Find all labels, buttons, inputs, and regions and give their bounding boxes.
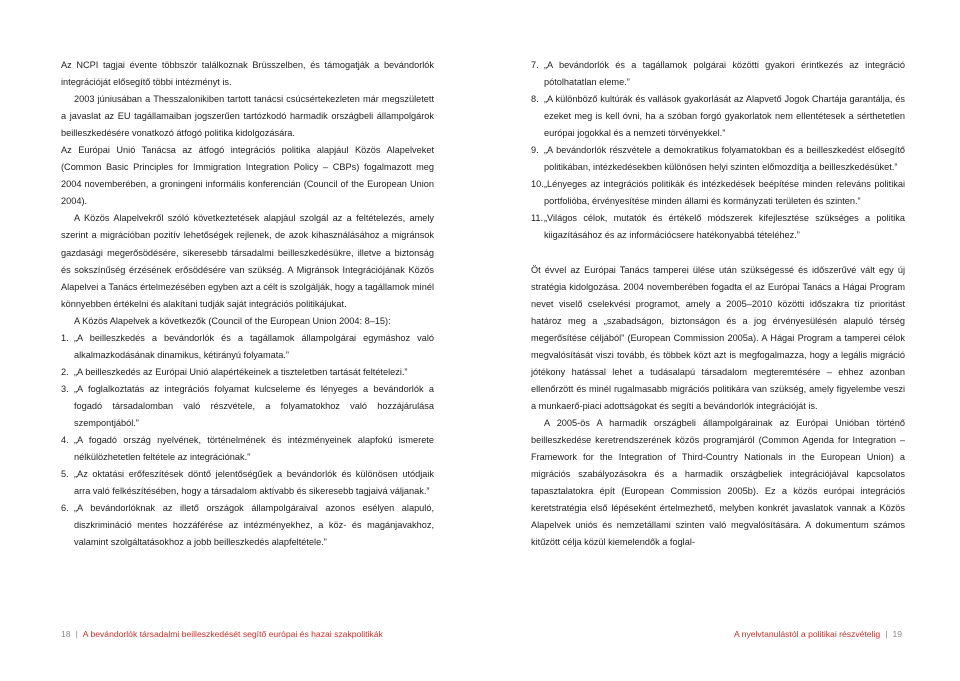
list-item-text: „A bevándorlók részvétele a demokratikus folyamatokban és a beilleszkedést elősegítő politikában, intézkedésekben különösen helyi szinten előmozdítja a beilleszkedésüket.” xyxy=(544,145,905,173)
principles-list-right xyxy=(531,57,905,245)
paragraph: A Közös Alapelvek a következők (Council of the European Union 2004: 8–15): xyxy=(74,315,391,326)
paragraph: A Közös Alapelvekről szóló következtetések alapjául szolgál az a feltételezés, amely szerint a migrációban pozitív lehetőségek rejlenek, de azok kihasználásához a migránsok gazdasági megerősödésére, sikeresebb társadalmi beilleszkedésükre, illetve a biztonság és sokszínűség érzésének erősödésére van szükség. A Migránsok Integrációjának Közös Alapelvei a Tanács értelmezésében egyben azt a célt is szolgálják, hogy a tagállamok minél könnyebben értékelni és alakítani tudják saját integrációs politikájukat. xyxy=(61,213,434,309)
list-item xyxy=(531,176,905,210)
running-title: A bevándorlók társadalmi beilleszkedését segítő európai és hazai szakpolitikák xyxy=(82,629,383,639)
list-item-text: „Az oktatási erőfeszítések döntő jelentőségűek a bevándorlók és különösen utódjaik arra való felkészítésében, hogy a társadalom aktívabb és sikeresebb tagjaivá váljanak.” xyxy=(74,469,434,497)
list-item xyxy=(531,91,905,142)
list-item-text: „Lényeges az integrációs politikák és intézkedések beépítése minden releváns politikai portfolióba, érvényesítése minden állami és kormányzati területen és szinten.” xyxy=(544,179,905,207)
list-item-number: 1. xyxy=(61,332,69,343)
list-item xyxy=(61,466,434,500)
list-item-number: 8. xyxy=(531,94,539,105)
left-page-text xyxy=(61,57,434,551)
list-item-text: „Világos célok, mutatók és értékelő módszerek kifejlesztése szükséges a politika kiigazításához és az információcsere hatékonyabbá tételéhez.” xyxy=(544,213,905,241)
principles-list-left xyxy=(61,330,434,552)
paragraph: Az NCPI tagjai évente többször találkoznak Brüsszelben, és támogatják a bevándorlók integrációját elősegítő többi intézményt is. xyxy=(61,60,434,88)
list-item xyxy=(531,210,905,244)
paragraph: 2003 júniusában a Thesszalonikiben tartott tanácsi csúcsértekezleten már megszületett a javaslat az EU tagállamaiban jogszerűen tartózkodó harmadik országbeli állampolgárok beilleszkedésére vonatkozó átfogó politika kidolgozására. xyxy=(61,94,434,139)
list-item-text: „A beilleszkedés az Európai Unió alapértékeinek a tiszteletben tartását feltételezi.” xyxy=(74,366,408,377)
list-item xyxy=(61,432,434,466)
list-item xyxy=(531,57,905,91)
list-item-number: 7. xyxy=(531,60,539,70)
list-item-number: 2. xyxy=(61,366,69,377)
list-item xyxy=(61,500,434,551)
list-item-number: 5. xyxy=(61,469,69,480)
paragraph: A 2005-ös A harmadik országbeli állampolgárainak az Európai Unióban történő beilleszkedése keretrendszerének közös programjáról (Common Agenda for Integration – Framework for the Integration of Third-Country Nationals in the European Union) a migrációs szabályozásokra és a harmadik országbeliek integrációjával kapcsolatos tapasztalatokra épít (European Commission 2005b). Ez a közös európai integrációs keretstratégia első lépéseként értelmezhető, melyben konkrét javaslatok vannak a Közös Alapelvek uniós és nemzetállami szinten való megvalósítására. A dokumentum számos kitűzött célja közül kiemelendők a foglal- xyxy=(531,417,905,548)
list-item-text: „A különböző kultúrák és vallások gyakorlását az Alapvető Jogok Chartája garantálja, és ezeket meg is kell óvni, ha a szóban forgó gyakorlatok nem ellentétesek a sérthetetlen európai jogokkal és a nemzeti törvényekkel.” xyxy=(544,94,905,139)
list-item-text: „A bevándorlók és a tagállamok polgárai közötti gyakori érintkezés az integráció pótolhatatlan eleme.” xyxy=(544,60,905,88)
list-item xyxy=(61,364,434,381)
left-page-footer xyxy=(61,629,383,639)
page-number: 19 xyxy=(892,629,902,639)
list-item-text: „A bevándorlóknak az illető országok állampolgáraival azonos esélyen alapuló, diszkrimináció mentes hozzáférése az intézményekhez, a köz- és magánjavakhoz, valamint szolgáltatásokhoz a jobb beilleszkedés alapfeltétele.” xyxy=(74,503,434,548)
page-number: 18 xyxy=(61,629,71,639)
running-title: A nyelvtanulástól a politikai részvételig xyxy=(734,629,881,639)
list-item-number: 11. xyxy=(531,213,544,224)
paragraph: Öt évvel az Európai Tanács tamperei ülése után szükségessé és időszerűvé vált egy új stratégia kidolgozása. 2004 novemberében fogadta el az Európai Tanács a Hágai Program nevet viselő cselekvési programot, amely a 2005–2010 közötti időszakra tíz prioritást határoz meg a „szabadságon, biztonságon és a jog érvényesülésén alapuló térség megerősítése céljából” (European Commission 2005a). A Hágai Program a tamperei célok megvalósítását viszi tovább, és többek közt azt is megfogalmazza, hogy a legális migráció jótékony hatással lehet a tudásalapú társadalom megteremtésére – ehhez azonban ellenőrzött és minél rugalmasabb migrációs politikára van szükség, amely figyelembe veszi a munkaerő-piaci adottságokat és segíti a bevándorlók integrációját is. xyxy=(531,264,905,411)
list-item xyxy=(531,142,905,176)
paragraph-spacer xyxy=(531,245,905,262)
list-item xyxy=(61,381,434,432)
list-item-number: 6. xyxy=(61,503,69,514)
list-item-text: „A beilleszkedés a bevándorlók és a tagállamok állampolgárai egymáshoz való alkalmazkodásának dinamikus, kétirányú folyamata.” xyxy=(74,332,434,360)
right-page-text xyxy=(531,57,905,551)
list-item-number: 9. xyxy=(531,145,539,156)
right-page-footer xyxy=(734,629,902,639)
list-item-number: 3. xyxy=(61,383,69,394)
list-item-number: 10. xyxy=(531,179,544,190)
list-item-text: „A fogadó ország nyelvének, történelmének és intézményeinek alapfokú ismerete nélkülözhetetlen feltétele az integrációnak.” xyxy=(74,435,434,463)
footer-separator: | xyxy=(75,629,78,639)
paragraph: Az Európai Unió Tanácsa az átfogó integrációs politika alapjául Közös Alapelveket (Common Basic Principles for Immigration Integration Policy – CBPs) fogalmazott meg 2004 novemberében, a groningeni informális konferencián (Council of the European Union 2004). xyxy=(61,145,434,207)
footer-separator: | xyxy=(885,629,888,639)
list-item-number: 4. xyxy=(61,435,69,446)
list-item xyxy=(61,330,434,364)
list-item-text: „A foglalkoztatás az integrációs folyamat kulcseleme és lényeges a bevándorlók a fogadó társadalomban való részvétele, a folyamatokhoz való hozzájárulása szempontjából.” xyxy=(74,383,434,428)
